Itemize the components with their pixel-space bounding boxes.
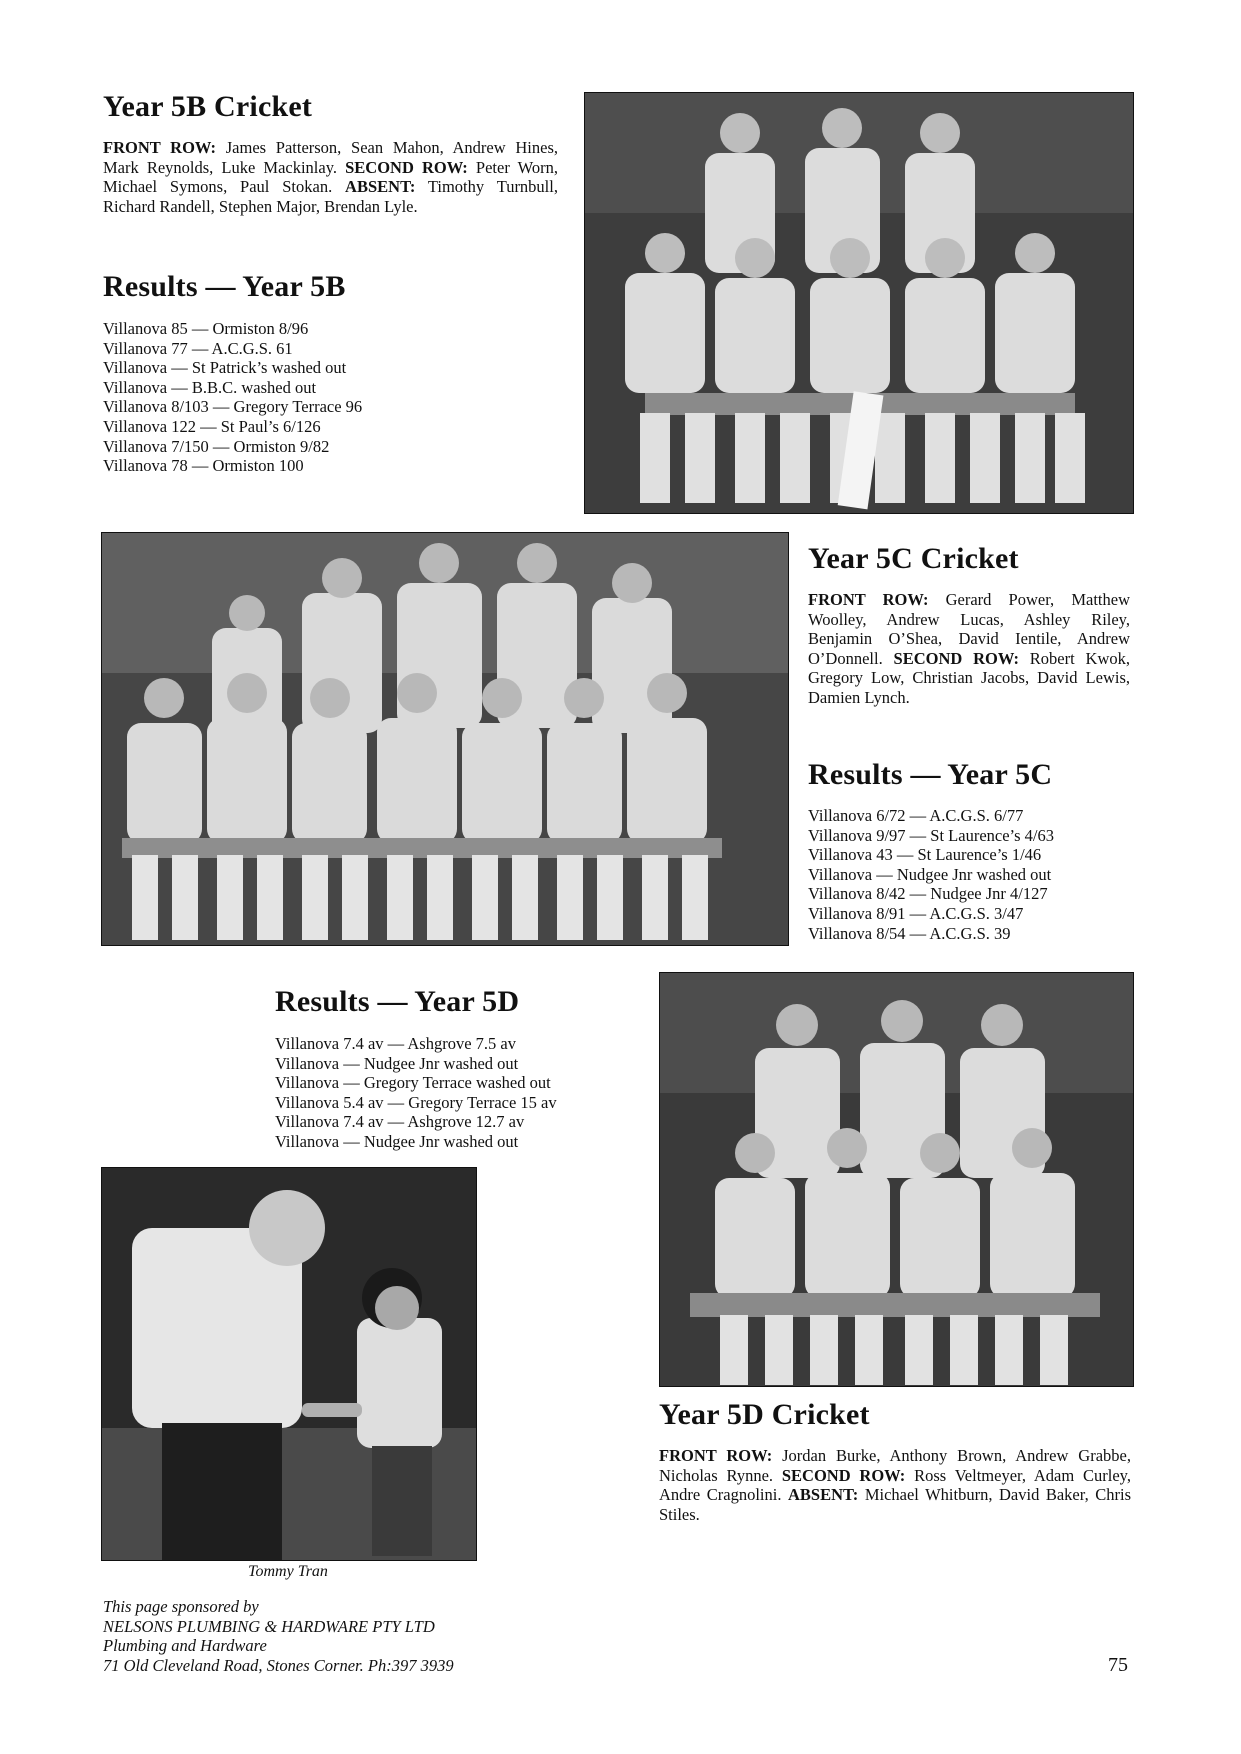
caption-names: Timothy Turnbull, Richard Randell, Stephen Major, Brendan Lyle. (103, 177, 558, 216)
year5b-results-list (103, 319, 362, 476)
caption-row-label: SECOND ROW: (781, 1465, 906, 1485)
year5b-results-title: Results — Year 5B (103, 270, 346, 303)
result-item: Villanova 6/72 — A.C.G.S. 6/77 (808, 806, 1024, 825)
result-item: Villanova 9/97 — St Laurence’s 4/63 (808, 825, 1055, 845)
result-item: Villanova 8/54 — A.C.G.S. 39 (808, 923, 1011, 943)
result-item: Villanova 7/150 — Ormiston 9/82 (103, 436, 330, 456)
year5d-team-photo (659, 972, 1134, 1387)
result-item: Villanova 7.4 av — Ashgrove 7.5 av (275, 1034, 516, 1053)
presentation-photo (101, 1167, 477, 1561)
caption-names: Gerard Power, Matthew Woolley, Andrew Lucas, Ashley Riley, Benjamin O’Shea, David Ientile, Andrew O’Donnell. (808, 590, 1130, 668)
sponsor-address: 71 Old Cleveland Road, Stones Corner. Ph:397 3939 (103, 1655, 454, 1675)
result-item: Villanova 8/103 — Gregory Terrace 96 (103, 397, 363, 417)
result-item: Villanova — St Patrick’s washed out (103, 358, 347, 378)
result-item: Villanova 77 — A.C.G.S. 61 (103, 338, 293, 358)
year5c-caption (808, 590, 1130, 707)
sponsor-line-1: This page sponsored by (103, 1597, 259, 1616)
result-item: Villanova — Gregory Terrace washed out (275, 1073, 551, 1093)
sponsor-company: NELSONS PLUMBING & HARDWARE PTY LTD (103, 1616, 435, 1636)
result-item: Villanova — Nudgee Jnr washed out (275, 1131, 519, 1151)
caption-names: Robert Kwok, Gregory Low, Christian Jacobs, David Lewis, Damien Lynch. (808, 648, 1130, 707)
year5d-results-list (275, 1034, 557, 1152)
year5d-caption (659, 1446, 1131, 1524)
caption-row-label: ABSENT: (345, 177, 416, 196)
team-photo-illustration (660, 973, 1133, 1386)
year5b-title: Year 5B Cricket (103, 90, 313, 123)
caption-names: James Patterson, Sean Mahon, Andrew Hines, Mark Reynolds, Luke Mackinlay. (103, 138, 558, 177)
year5b-team-photo (584, 92, 1134, 514)
year5c-results-title: Results — Year 5C (808, 758, 1053, 791)
result-item: Villanova — Nudgee Jnr washed out (275, 1053, 519, 1073)
year5c-title: Year 5C Cricket (808, 542, 1019, 575)
result-item: Villanova 5.4 av — Gregory Terrace 15 av (275, 1092, 557, 1112)
caption-row-label: SECOND ROW: (893, 648, 1019, 668)
result-item: Villanova 122 — St Paul’s 6/126 (103, 416, 321, 436)
caption-row-label: FRONT ROW: (659, 1446, 773, 1465)
caption-names: Ross Veltmeyer, Adam Curley, Andre Cragnolini. (659, 1465, 1131, 1504)
result-item: Villanova 8/42 — Nudgee Jnr 4/127 (808, 884, 1048, 904)
result-item: Villanova 43 — St Laurence’s 1/46 (808, 845, 1042, 865)
sponsor-business: Plumbing and Hardware (103, 1636, 267, 1655)
result-item: Villanova — B.B.C. washed out (103, 377, 317, 397)
caption-names: Michael Whitburn, David Baker, Chris Stiles. (659, 1485, 1131, 1524)
result-item: Villanova — Nudgee Jnr washed out (808, 864, 1052, 884)
year5c-results-list (808, 806, 1054, 943)
photo-caption: Tommy Tran (248, 1563, 328, 1580)
caption-row-label: SECOND ROW: (345, 157, 468, 177)
caption-row-label: ABSENT: (788, 1485, 859, 1504)
result-item: Villanova 78 — Ormiston 100 (103, 456, 304, 476)
caption-row-label: FRONT ROW: (808, 590, 929, 609)
caption-names: Jordan Burke, Anthony Brown, Andrew Grabbe, Nicholas Rynne. (659, 1446, 1131, 1485)
presentation-photo-illustration (102, 1168, 476, 1560)
year5b-caption (103, 138, 558, 216)
page-number: 75 (1108, 1654, 1128, 1676)
year5d-title: Year 5D Cricket (659, 1398, 870, 1431)
team-photo-illustration (102, 533, 788, 945)
caption-row-label: FRONT ROW: (103, 138, 217, 157)
team-photo-illustration (585, 93, 1133, 513)
caption-names: Peter Worn, Michael Symons, Paul Stokan. (103, 157, 558, 196)
result-item: Villanova 85 — Ormiston 8/96 (103, 319, 309, 338)
result-item: Villanova 8/91 — A.C.G.S. 3/47 (808, 903, 1024, 923)
result-item: Villanova 7.4 av — Ashgrove 12.7 av (275, 1112, 525, 1132)
sponsor-block (103, 1597, 454, 1675)
year5c-team-photo (101, 532, 789, 946)
year5d-results-title: Results — Year 5D (275, 985, 520, 1018)
